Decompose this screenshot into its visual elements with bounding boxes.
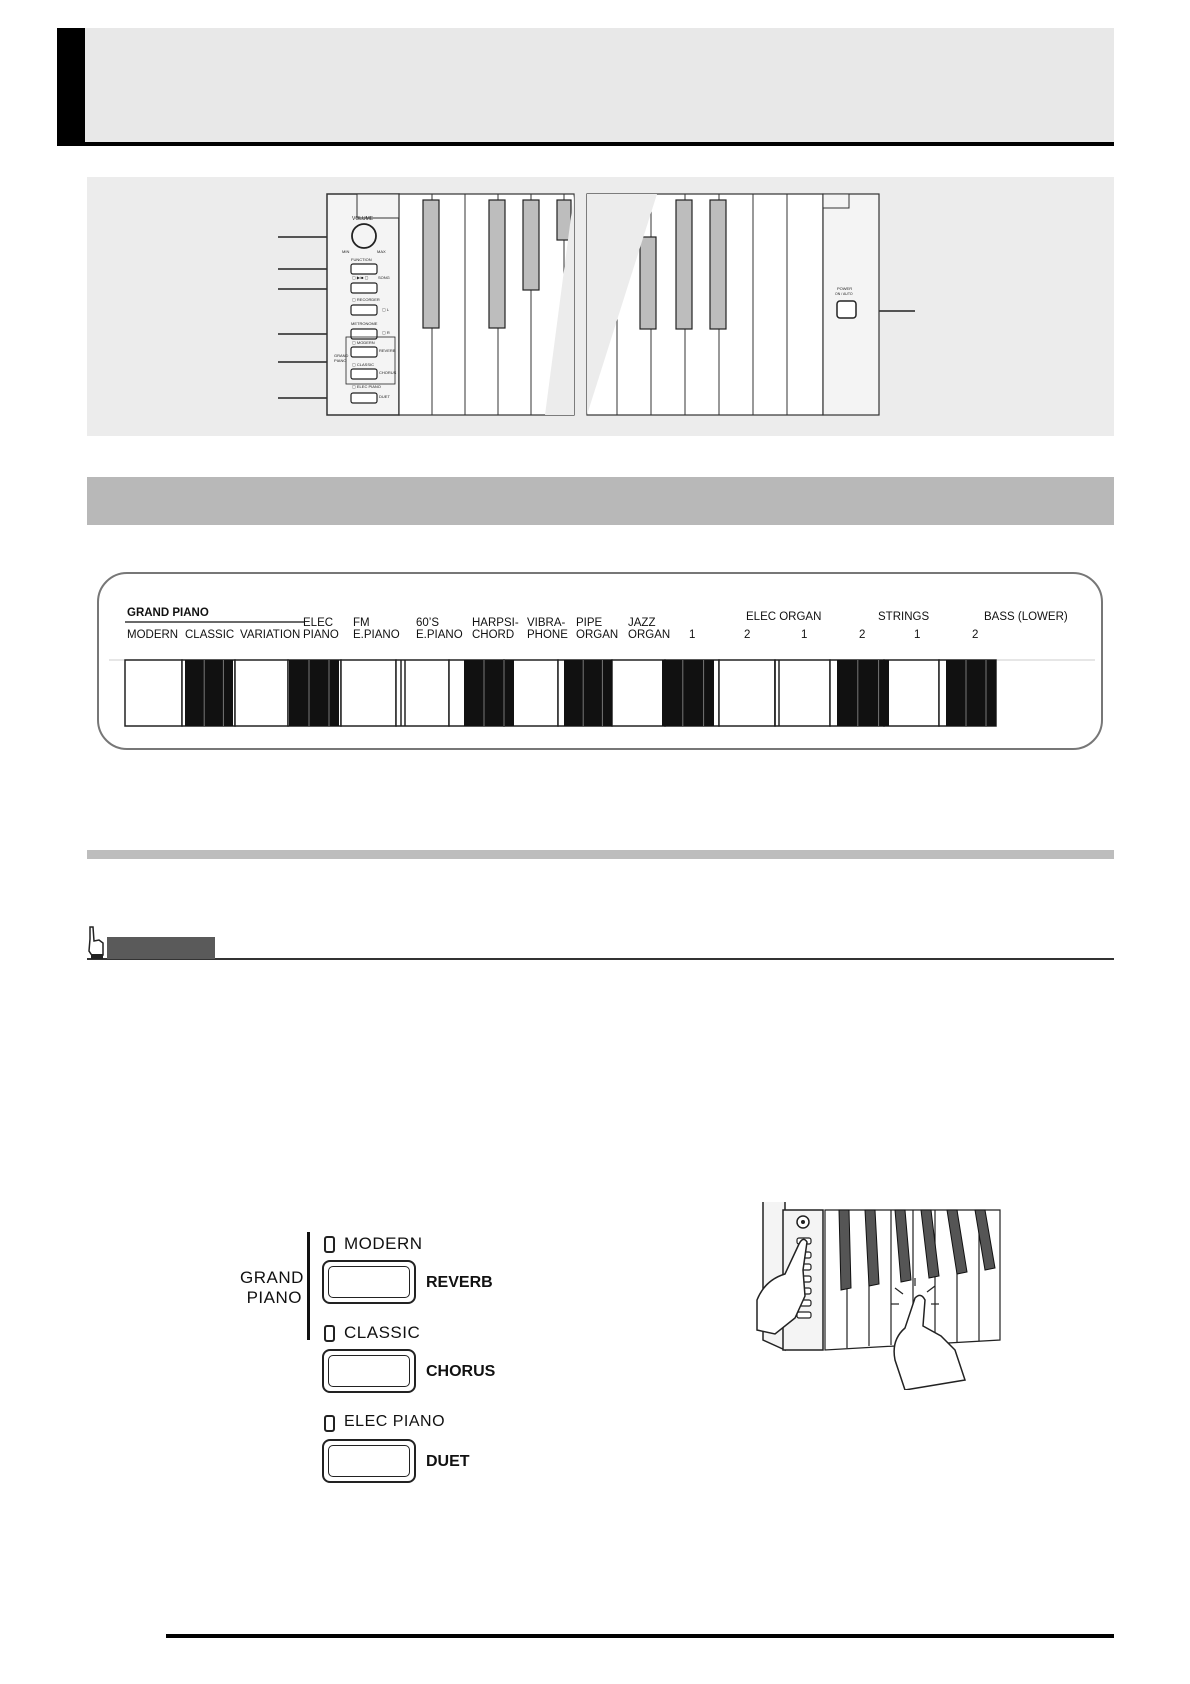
tone-label-2: VARIATION xyxy=(240,629,301,641)
tone-label-7: VIBRA- xyxy=(527,617,566,629)
tone-label-14: 1 xyxy=(914,629,921,641)
classic-led-icon xyxy=(324,1325,335,1342)
svg-text:METRONOME: METRONOME xyxy=(351,321,378,326)
tone-label-3-line2: PIANO xyxy=(303,629,339,641)
tone-label-6-line2: CHORD xyxy=(472,629,515,641)
svg-text:POWER: POWER xyxy=(837,286,853,291)
tone-label-0: MODERN xyxy=(127,629,179,641)
tone-label-9-line2: ORGAN xyxy=(628,629,671,641)
tone-label-8: PIPE xyxy=(576,617,603,629)
control-panel-figure xyxy=(87,177,1114,436)
header-rule xyxy=(57,142,1114,146)
modern-led-label: MODERN xyxy=(344,1234,423,1253)
duet-button-label: DUET xyxy=(426,1453,470,1470)
tone-keyboard-svg xyxy=(99,574,1105,752)
tone-label-13: 2 xyxy=(859,629,866,641)
tone-black-key[interactable] xyxy=(564,660,612,726)
panel-detail-figure xyxy=(240,1222,520,1482)
reverb-button[interactable] xyxy=(322,1260,416,1304)
tone-white-key[interactable] xyxy=(719,660,775,726)
hands-pressing-keys-illustration xyxy=(755,1200,1005,1390)
svg-text:FUNCTION: FUNCTION xyxy=(351,257,372,262)
function-button[interactable] xyxy=(351,264,377,274)
svg-text:▢ CLASSIC: ▢ CLASSIC xyxy=(352,362,375,367)
grand-label-line1: GRAND xyxy=(240,1268,304,1287)
tone-white-key[interactable] xyxy=(775,660,830,726)
reverb-button-small[interactable] xyxy=(351,347,377,357)
tone-white-key[interactable] xyxy=(396,660,449,726)
svg-text:▢ R: ▢ R xyxy=(382,330,390,335)
tone-label-8-line2: ORGAN xyxy=(576,629,619,641)
svg-text:REVERB: REVERB xyxy=(379,348,396,353)
tone-black-key[interactable] xyxy=(464,660,514,726)
tone-white-key[interactable] xyxy=(341,660,396,726)
chorus-button-small[interactable] xyxy=(351,369,377,379)
tone-black-key[interactable] xyxy=(185,660,233,726)
modern-led-icon xyxy=(324,1236,335,1253)
classic-led-label: CLASSIC xyxy=(344,1323,421,1342)
volume-knob-icon[interactable] xyxy=(352,224,376,248)
note-tab xyxy=(107,937,215,959)
tone-label-10: 1 xyxy=(689,629,696,641)
tone-label-11: 2 xyxy=(744,629,751,641)
svg-text:ON / AUTO: ON / AUTO xyxy=(835,292,853,296)
svg-text:▢ MODERN: ▢ MODERN xyxy=(352,340,375,345)
keyboard-left xyxy=(399,194,574,415)
group-label-elec-organ: ELEC ORGAN xyxy=(746,611,822,623)
section-rule xyxy=(87,850,1114,859)
console-top-ledge xyxy=(357,194,399,218)
keyboard-right xyxy=(587,194,823,415)
svg-text:MIN: MIN xyxy=(342,249,350,254)
tone-white-key[interactable] xyxy=(612,660,665,726)
tone-keys xyxy=(125,660,996,726)
tone-label-4: FM xyxy=(353,617,370,629)
tone-black-key[interactable] xyxy=(837,660,889,726)
svg-text:▢ L: ▢ L xyxy=(382,307,390,312)
tone-label-12: 1 xyxy=(801,629,808,641)
tone-label-3: ELEC xyxy=(303,617,334,629)
tone-label-7-line2: PHONE xyxy=(527,629,568,641)
svg-text:▢ ELEC PIANO: ▢ ELEC PIANO xyxy=(352,384,381,389)
header-black-tab xyxy=(57,28,85,145)
tone-keyboard-chart xyxy=(97,572,1103,750)
tone-white-key[interactable] xyxy=(235,660,288,726)
svg-text:SONG: SONG xyxy=(378,275,390,280)
control-panel-illustration xyxy=(87,177,1114,436)
duet-button[interactable] xyxy=(322,1439,416,1483)
tone-label-9: JAZZ xyxy=(628,617,656,629)
group-label-strings: STRINGS xyxy=(878,611,930,623)
tone-black-key[interactable] xyxy=(289,660,339,726)
svg-text:PIANO: PIANO xyxy=(334,358,347,363)
group-label-bass: BASS (LOWER) xyxy=(984,611,1068,623)
svg-text:DUET: DUET xyxy=(379,394,390,399)
svg-text:MAX: MAX xyxy=(377,249,386,254)
tone-label-15: 2 xyxy=(972,629,979,641)
elec-piano-led-label: ELEC PIANO xyxy=(344,1413,446,1430)
song-play-button[interactable] xyxy=(351,283,377,293)
recorder-button[interactable] xyxy=(351,305,377,315)
group-label-grand-piano: GRAND PIANO xyxy=(127,607,209,619)
volume-label: VOLUME xyxy=(352,216,374,222)
note-rule xyxy=(87,958,1114,960)
tone-black-key[interactable] xyxy=(662,660,714,726)
svg-text:▢ ▶/■ ▢: ▢ ▶/■ ▢ xyxy=(352,275,369,280)
tone-black-key[interactable] xyxy=(946,660,996,726)
chorus-button-label: CHORUS xyxy=(426,1363,496,1380)
elec-piano-led-icon xyxy=(324,1415,335,1432)
metronome-button[interactable] xyxy=(351,329,377,339)
tone-label-6: HARPSI- xyxy=(472,617,519,629)
chorus-button[interactable] xyxy=(322,1349,416,1393)
duet-button-small[interactable] xyxy=(351,393,377,403)
tone-white-key[interactable] xyxy=(125,660,182,726)
reverb-button-label: REVERB xyxy=(426,1274,493,1291)
tone-label-4-line2: E.PIANO xyxy=(353,629,400,641)
header-band xyxy=(57,28,1114,143)
section-header-bar xyxy=(87,477,1114,525)
svg-text:GRAND: GRAND xyxy=(334,353,349,358)
tone-label-5: 60’S xyxy=(416,617,440,629)
pointing-hand-icon xyxy=(84,925,106,961)
tone-white-key[interactable] xyxy=(884,660,939,726)
power-button[interactable] xyxy=(837,301,856,318)
piano-label-line2: PIANO xyxy=(246,1288,302,1307)
tone-label-1: CLASSIC xyxy=(185,629,235,641)
group-bracket xyxy=(307,1232,310,1340)
svg-text:▢ RECORDER: ▢ RECORDER xyxy=(352,297,380,302)
svg-text:CHORUS: CHORUS xyxy=(379,370,397,375)
footer-rule xyxy=(166,1634,1114,1638)
tone-label-5-line2: E.PIANO xyxy=(416,629,463,641)
